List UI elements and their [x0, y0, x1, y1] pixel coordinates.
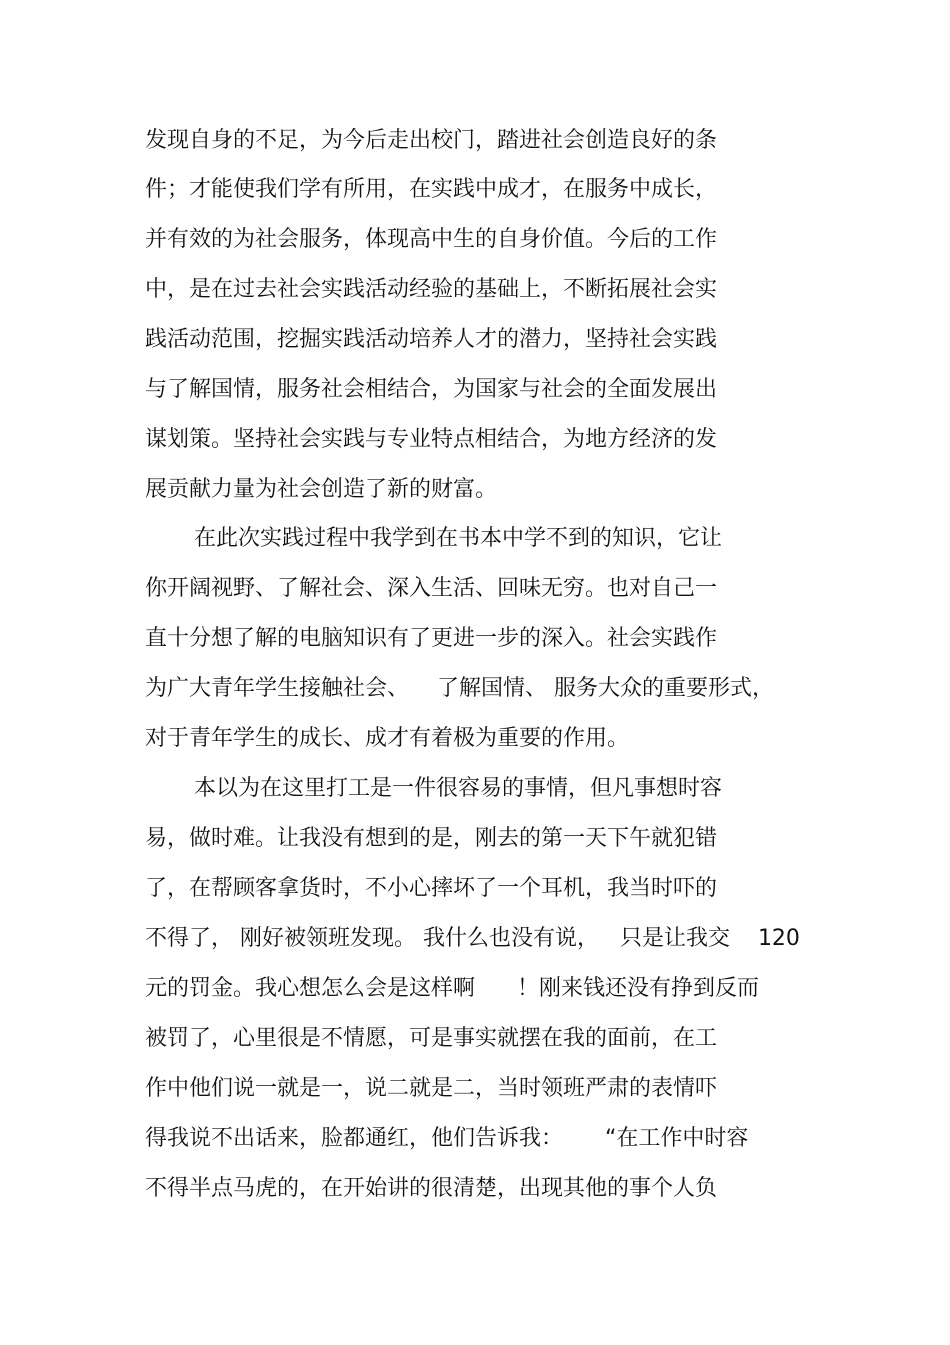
text-line: 了，在帮顾客拿货时，不小心摔坏了一个耳机，我当时吓的	[145, 876, 718, 901]
text-line: 直十分想了解的电脑知识有了更进一步的深入。社会实践作	[145, 626, 718, 651]
text-line: 发现自身的不足，为今后走出校门，踏进社会创造良好的条	[145, 128, 718, 153]
text-line: 践活动范围，挖掘实践活动培养人才的潜力，坚持社会实践	[145, 327, 718, 352]
text-line: 易，做时难。让我没有想到的是，刚去的第一天下午就犯错	[145, 826, 718, 851]
text-line: 元的罚金。我心想怎么会是这样啊 ！刚来钱还没有挣到反而	[145, 976, 759, 1001]
paragraph-start-line: 在此次实践过程中我学到在书本中学不到的知识，它让	[194, 526, 723, 551]
text-line: 与了解国情，服务社会相结合，为国家与社会的全面发展出	[145, 377, 718, 402]
text-line: 得我说不出话来，脸都通红，他们告诉我： “在工作中时容	[145, 1126, 749, 1151]
text-line: 被罚了，心里很是不情愿，可是事实就摆在我的面前，在工	[145, 1026, 718, 1051]
text-line: 并有效的为社会服务，体现高中生的自身价值。今后的工作	[145, 227, 718, 252]
text-line: 中，是在过去社会实践活动经验的基础上，不断拓展社会实	[145, 277, 718, 302]
text-line: 件；才能使我们学有所用，在实践中成才，在服务中成长，	[145, 177, 718, 202]
text-line: 作中他们说一就是一，说二就是二，当时领班严肃的表情吓	[145, 1076, 718, 1101]
text-line: 不得半点马虎的，在开始讲的很清楚，出现其他的事个人负	[145, 1176, 718, 1201]
text-line: 为广大青年学生接触社会、 了解国情、 服务大众的重要形式，	[145, 676, 774, 701]
text-line: 对于青年学生的成长、成才有着极为重要的作用。	[145, 726, 630, 751]
text-line: 谋划策。坚持社会实践与专业特点相结合，为地方经济的发	[145, 427, 718, 452]
text-line: 你开阔视野、了解社会、深入生活、回味无穷。也对自己一	[145, 576, 718, 601]
paragraph-start-line: 本以为在这里打工是一件很容易的事情，但凡事想时容	[194, 776, 723, 801]
text-line: 不得了， 刚好被领班发现。 我什么也没有说， 只是让我交 120	[145, 926, 800, 951]
text-line: 展贡献力量为社会创造了新的财富。	[145, 477, 498, 502]
